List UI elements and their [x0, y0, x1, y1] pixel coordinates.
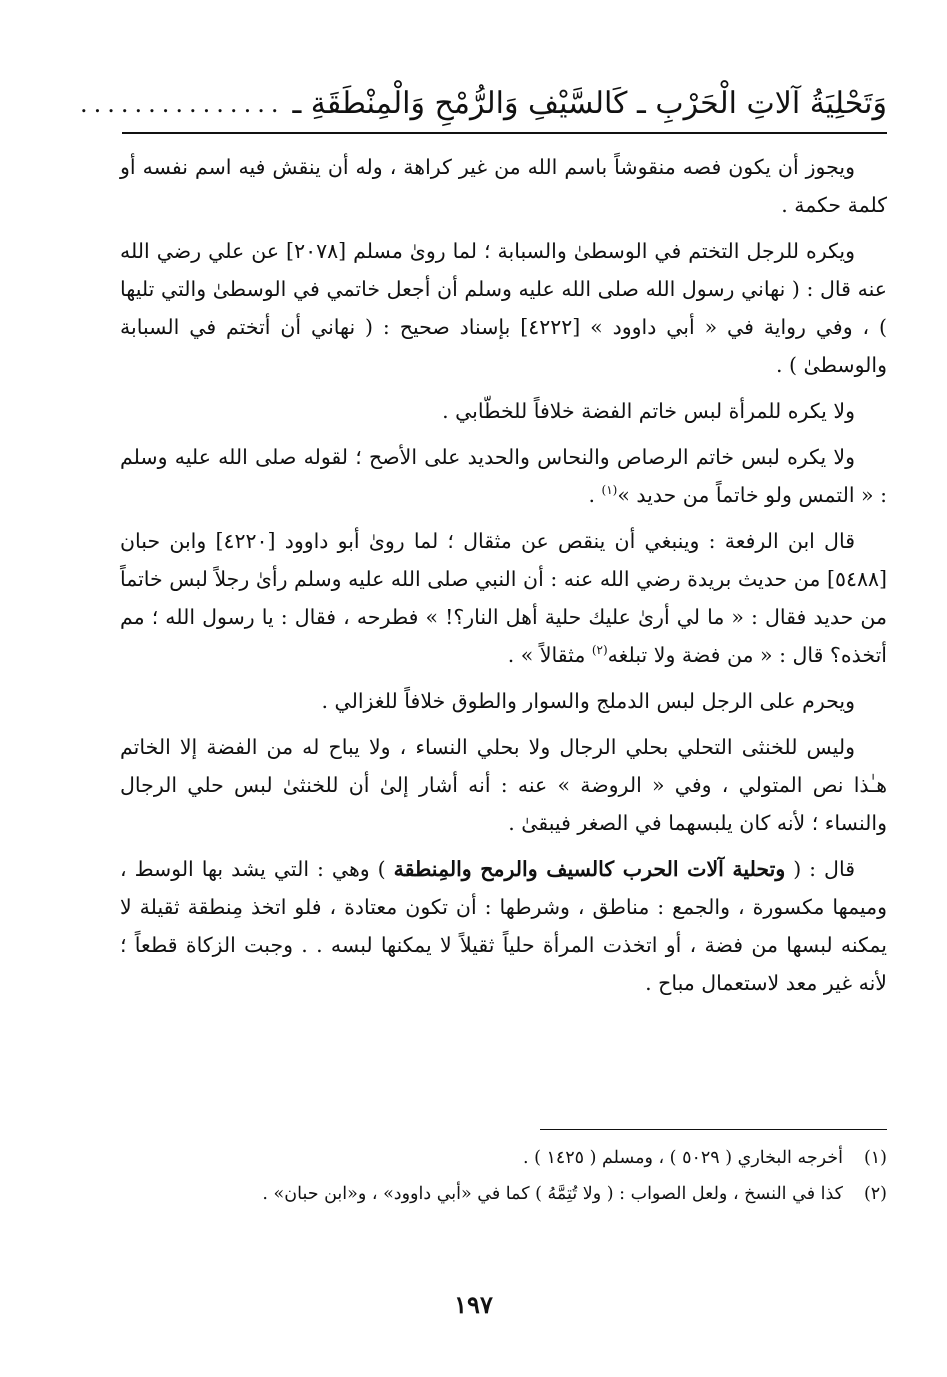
paragraph-text: وليس للخنثى التحلي بحلي الرجال ولا بحلي النساء ، ولا يباح له من الفضة إلا الخاتم هـٰذا نص المتولي ، وفي « الروضة » عنه : أنه أشار إلىٰ أن للخنثىٰ لبس حلي الرجال والنساء ؛ لأنه كان يلبسهما في الصغر فيبقىٰ .	[120, 735, 887, 835]
footnote-1	[120, 1140, 887, 1176]
footnote-text: كذا في النسخ ، ولعل الصواب : ( ولا تُتِمَّهُ ) كما في «أبي داوود» ، و«ابن حبان» .	[262, 1184, 843, 1204]
running-header	[80, 62, 887, 122]
matn-quote: وتحلية آلات الحرب كالسيف والرمح والمِنطقة	[393, 857, 786, 881]
footnote-2	[120, 1176, 887, 1212]
paragraph-silver-ring-women	[120, 392, 887, 430]
paragraph-text-end: .	[588, 483, 602, 507]
paragraph-prefix: قال : (	[785, 857, 855, 881]
footnote-marker[interactable]: (١)	[601, 483, 618, 498]
paragraph-bracelets	[120, 682, 887, 720]
header-divider	[122, 132, 887, 134]
paragraph-ibn-rifaa	[120, 522, 887, 674]
footnote-divider	[540, 1129, 887, 1130]
footnote-number: (٢)	[863, 1184, 887, 1204]
paragraph-engraving	[120, 148, 887, 224]
paragraph-ring-fingers	[120, 232, 887, 384]
chapter-title: وَتَحْلِيَةُ آلاتِ الْحَرْبِ ـ كَالسَّيْفِ وَالرُّمْحِ وَالْمِنْطَقَةِ ـ	[292, 86, 887, 121]
header-dot-leader: ...............	[80, 90, 285, 119]
footnote-text: أخرجه البخاري ( ٥٠٢٩ ) ، ومسلم ( ١٤٢٥ ) .	[522, 1148, 843, 1168]
footnote-number: (١)	[863, 1148, 887, 1168]
paragraph-text: ولا يكره لبس خاتم الرصاص والنحاس والحديد على الأصح ؛ لقوله صلى الله عليه وسلم : « التمس ولو خاتماً من حديد »	[120, 445, 887, 507]
paragraph-text: ويكره للرجل التختم في الوسطىٰ والسبابة ؛ لما روىٰ مسلم [٢٠٧٨] عن علي رضي الله عنه قال : ( نهاني رسول الله صلى الله عليه وسلم أن أجعل خاتمي في الوسطىٰ والتي تليها ) ، وفي رواية في « أبي داوود » [٤٢٢٢] بإسناد صحيح : ( نهاني أن أتختم في السبابة والوسطىٰ ) .	[120, 239, 888, 377]
paragraph-text: ويحرم على الرجل لبس الدملج والسوار والطوق خلافاً للغزالي .	[321, 689, 855, 713]
paragraph-text: قال ابن الرفعة : وينبغي أن ينقص عن مثقال ؛ لما روىٰ أبو داوود [٤٢٢٠] وابن حبان [٥٤٨٨] من حديث بريدة رضي الله عنه : أن النبي صلى الله عليه وسلم رأىٰ رجلاً لبس خاتماً من حديد فقال : « ما لي أرىٰ عليك حلية أهل النار؟! » فطرحه ، فقال : يا رسول الله ؛ مم أتخذه؟ قال : « من فضة ولا تبلغه	[120, 529, 887, 667]
paragraph-khuntha	[120, 728, 887, 842]
footnote-marker[interactable]: (٢)	[591, 643, 608, 658]
paragraph-metal-rings	[120, 438, 887, 514]
paragraph-text-end: مثقالاً » .	[507, 643, 592, 667]
paragraph-text: ويجوز أن يكون فصه منقوشاً باسم الله من غير كراهة ، وله أن ينقش فيه اسم نفسه أو كلمة حكمة .	[120, 155, 887, 217]
main-text	[120, 148, 887, 1010]
paragraph-text: ) وهي : التي يشد بها الوسط ، وميمها مكسورة ، والجمع : مناطق ، وشرطها : أن تكون معتادة ، فلو اتخذ مِنطقة ثقيلة لا يمكنه لبسها من فضة ، أو اتخذت المرأة حلياً ثقيلاً لا يمكنها لبسه . . وجبت الزكاة قطعاً ؛ لأنه غير معد لاستعمال مباح .	[120, 857, 887, 995]
paragraph-text: ولا يكره للمرأة لبس خاتم الفضة خلافاً للخطّابي .	[442, 399, 855, 423]
paragraph-weapons	[120, 850, 887, 1002]
footnotes	[120, 1140, 887, 1212]
page-number: ١٩٧	[454, 1290, 493, 1319]
